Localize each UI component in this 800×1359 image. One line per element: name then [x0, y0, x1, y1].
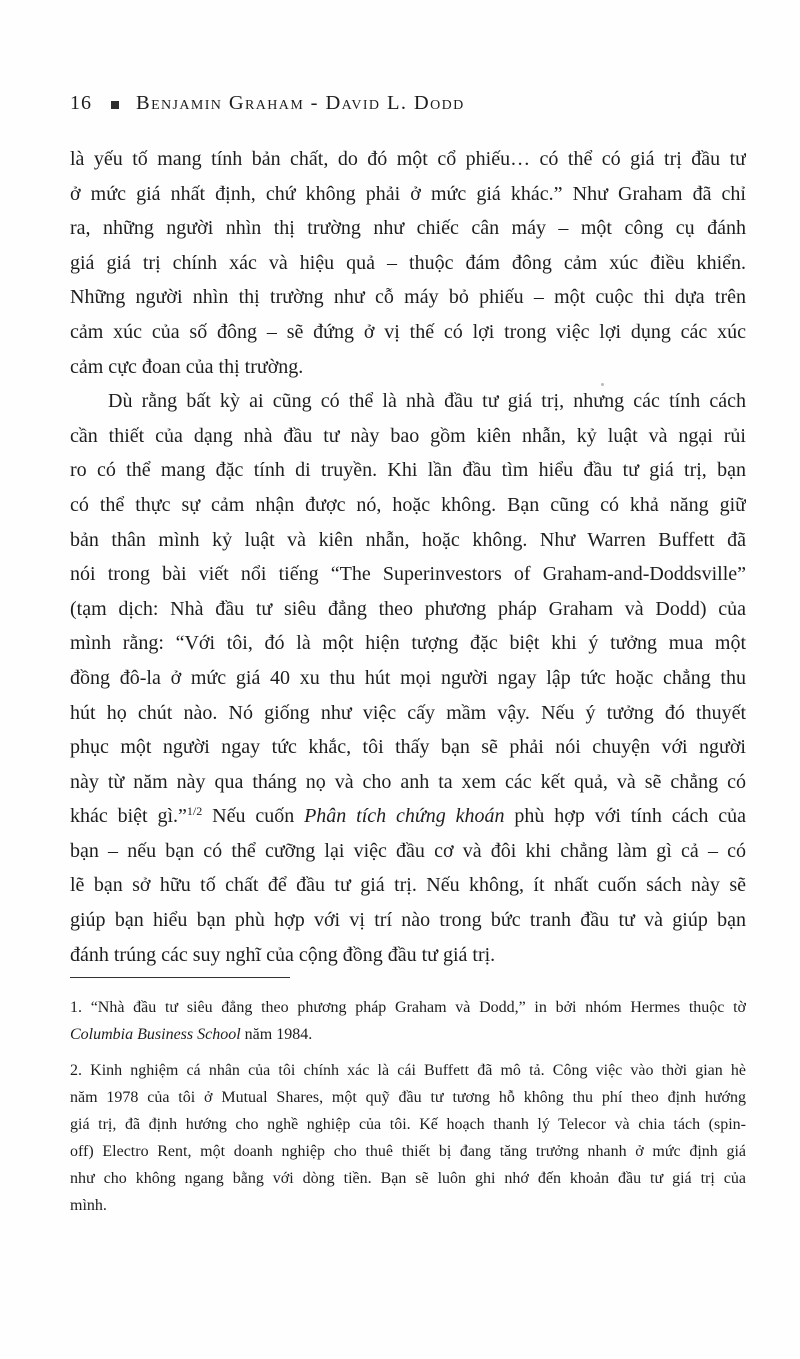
- text-line: lẽ bạn sở hữu tố chất để đầu tư giá trị. Nếu không, ít nhất cuốn sách này sẽ: [70, 874, 746, 897]
- square-bullet-icon: [111, 101, 119, 109]
- text-line: phục một người ngay tức khắc, tôi thấy bạn sẽ phải nói chuyện với người: [70, 736, 746, 759]
- text-line: đồng đô-la ở mức giá 40 xu thu hút mọi người ngay lập tức hoặc chẳng thu: [70, 666, 746, 689]
- text-line: mình.: [70, 1197, 107, 1214]
- text-line: (tạm dịch: Nhà đầu tư siêu đẳng theo phương pháp Graham và Dodd) của: [70, 597, 746, 620]
- text-line: Những người nhìn thị trường như cỗ máy bỏ phiếu – một cuộc thi dựa trên: [70, 286, 746, 309]
- text-line: Columbia Business School năm 1984.: [70, 1026, 313, 1043]
- text-line: như cho không ngang bằng với dòng tiền. Bạn sẽ luôn ghi nhớ đến khoản đầu tư giá trị của: [70, 1170, 746, 1187]
- text-line: ra, những người nhìn thị trường như chiếc cân máy – một công cụ đánh: [70, 217, 746, 240]
- running-title: Benjamin Graham - David L. Dodd: [136, 92, 465, 114]
- text-line: giúp bạn hiểu bạn phù hợp với vị trí nào trong bức tranh đầu tư và giúp bạn: [70, 909, 746, 932]
- text-line: giá giá trị chính xác và hiệu quả – thuộc đám đông cảm xúc điều khiển.: [70, 251, 746, 274]
- text-line: cần thiết của dạng nhà đầu tư này bao gồm kiên nhẫn, kỷ luật và ngại rủi: [70, 424, 746, 447]
- text-line: ở mức giá nhất định, chứ không phải ở mức giá khác.” Như Graham đã chỉ: [70, 182, 746, 205]
- text-line: đánh trúng các suy nghĩ của cộng đồng đầu tư giá trị.: [70, 943, 496, 966]
- footnotes: [70, 994, 746, 1219]
- text-line: giá trị, đã định hướng cho nghề nghiệp của tôi. Kế hoạch thanh lý Telecor và chia tách (spin-: [70, 1116, 746, 1133]
- text-line: off) Electro Rent, một doanh nghiệp cho thuê thiết bị đang tăng trưởng nhanh ở mức định giá: [70, 1143, 746, 1160]
- paragraph: [70, 142, 746, 384]
- text-line: có thể thực sự cảm nhận được nó, hoặc không. Bạn cũng có khả năng giữ: [70, 493, 746, 516]
- text-line: cảm xúc của số đông – sẽ đứng ở vị thế có lợi trong việc lợi dụng các xúc: [70, 320, 746, 343]
- text-line: là yếu tố mang tính bản chất, do đó một cổ phiếu… có thể có giá trị đầu tư: [70, 148, 746, 170]
- footnote: [70, 994, 746, 1048]
- text-line: hút họ chút nào. Nó giống như việc cấy mầm vậy. Nếu ý tưởng đó thuyết: [70, 701, 746, 724]
- text-line: cảm cực đoan của thị trường.: [70, 355, 304, 378]
- text-line: năm 1978 của tôi ở Mutual Shares, một quỹ đầu tư tương hỗ không thu phí theo định hướng: [70, 1089, 746, 1106]
- page-header: [70, 92, 465, 115]
- text-line: bản thân mình kỷ luật và kiên nhẫn, hoặc không. Như Warren Buffett đã: [70, 528, 746, 551]
- text-line: ro có thể mang đặc tính di truyền. Khi lần đầu tìm hiểu đầu tư giá trị, bạn: [70, 459, 746, 482]
- footnote-separator: [70, 977, 290, 978]
- text-line: mình rằng: “Với tôi, đó là một hiện tượng đặc biệt khi ý tưởng mua một: [70, 632, 746, 655]
- text-line: khác biệt gì.”$^{1/2}$ Nếu cuốn Phân tích chứng khoán phù hợp với tính cách của: [70, 804, 746, 828]
- paragraph: [70, 384, 746, 972]
- text-line: này từ năm này qua tháng nọ và cho anh ta xem các kết quả, và sẽ chẳng có: [70, 770, 746, 793]
- scan-speck: [601, 383, 604, 386]
- text-line: Dù rằng bất kỳ ai cũng có thể là nhà đầu tư giá trị, nhưng các tính cách: [108, 390, 746, 413]
- footnote: [70, 1057, 746, 1219]
- page-number: 16: [70, 92, 92, 114]
- text-line: 1. “Nhà đầu tư siêu đẳng theo phương pháp Graham và Dodd,” in bởi nhóm Hermes thuộc tờ: [70, 999, 746, 1016]
- text-line: nói trong bài viết nổi tiếng “The Superinvestors of Graham-and-Doddsville”: [70, 563, 746, 586]
- text-line: 2. Kinh nghiệm cá nhân của tôi chính xác là cái Buffett đã mô tả. Công việc vào thời gian hè: [70, 1062, 746, 1079]
- text-line: bạn – nếu bạn có thể cưỡng lại việc đầu cơ và đôi khi chẳng làm gì cả – có: [70, 839, 746, 862]
- body-text: [70, 142, 746, 972]
